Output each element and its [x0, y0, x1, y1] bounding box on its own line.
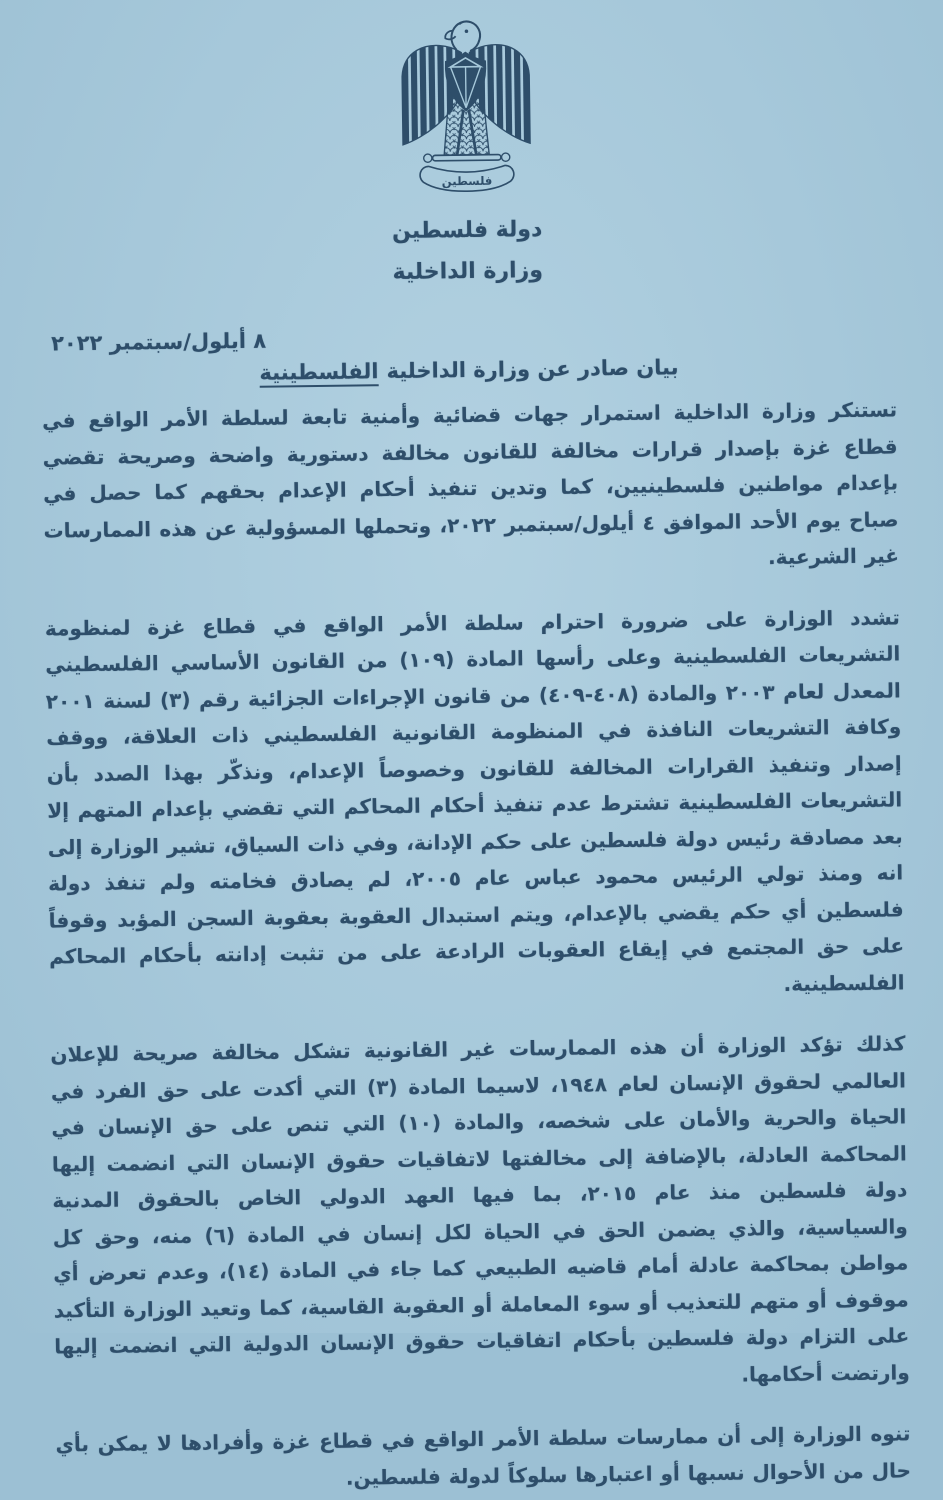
statement-date: ٨ أيلول/سبتمبر ٢٠٢٢ — [50, 328, 267, 356]
palestine-eagle-icon — [382, 9, 548, 197]
statement-title-underlined: الفلسطينية — [259, 359, 378, 388]
emblem-banner-text: فلسطين — [441, 173, 492, 189]
statement-title-prefix: بيان صادر عن وزارة الداخلية — [386, 355, 679, 384]
state-name: دولة فلسطين — [391, 217, 543, 245]
ministry-name: وزارة الداخلية — [392, 258, 544, 286]
national-emblem — [37, 4, 894, 201]
paragraph: كذلك تؤكد الوزارة أن هذه الممارسات غير القانونية تشكل مخالفة صريحة للإعلان العالمي لحقوق الإنسان لعام ١٩٤٨، لاسيما المادة (٣) التي أكدت على حق الفرد في الحياة والحرية والأمان على شخصه، والمادة (١٠) التي تنص على حق الإنسان في المحاكمة العادلة، بالإضافة إلى مخالفتها لاتفاقيات حقوق الإنسان التي انضمت إليها دولة فلسطين منذ عام ٢٠١٥، بما فيها العهد الدولي الخاص بالحقوق المدنية والسياسية، والذي يضمن الحق في الحياة لكل إنسان في المادة (٦) منه، وحق كل مواطن بمحاكمة عادلة أمام قاضيه الطبيعي كما جاء في المادة (١٤)، وعدم تعرض أي موقوف أو متهم للتعذيب أو سوء المعاملة أو العقوبة القاسية، كما وتعيد الوزارة التأكيد على التزام دولة فلسطين بأحكام اتفاقيات حقوق الإنسان الدولية التي انضمت إليها وارتضت أحكامها. — [50, 1031, 910, 1387]
statement-body — [42, 391, 911, 1499]
paragraph: تنوه الوزارة إلى أن ممارسات سلطة الأمر الواقع في قطاع غزة وأفرادها لا يمكن بأي حال من الأحوال نسبها أو اعتبارها سلوكاً لدولة فلسطين. — [55, 1421, 912, 1490]
paragraph: تشدد الوزارة على ضرورة احترام سلطة الأمر الواقع في قطاع غزة لمنظومة التشريعات الفلسطينية وعلى رأسها المادة (١٠٩) من القانون الأساسي الفلسطيني المعدل لعام ٢٠٠٣ والمادة (٤٠٨-٤٠٩) من قانون الإجراءات الجزائية رقم (٣) لسنة ٢٠٠١ وكافة التشريعات النافذة في المنظومة القانونية الفلسطيني ذات العلاقة، ووقف إصدار وتنفيذ القرارات المخالفة للقانون وخصوصاً الإعدام، ونذكّر بهذا الصدد بأن التشريعات الفلسطينية تشترط عدم تنفيذ أحكام المحاكم التي تقضي بإعدام المتهم إلا بعد مصادقة رئيس دولة فلسطين على حكم الإدانة، وفي ذات السياق، تشير الوزارة إلى انه ومنذ تولي الرئيس محمود عباس عام ٢٠٠٥، لم يصادق فخامته ولم تنفذ دولة فلسطين أي حكم يقضي بالإعدام، ويتم استبدال العقوبة بعقوبة السجن المؤبد وقوفاً على حق المجتمع في إيقاع العقوبات الرادعة على من تثبت إدانته بأحكام المحاكم الفلسطينية. — [44, 604, 905, 996]
statement-title — [41, 352, 896, 390]
paragraph: تستنكر وزارة الداخلية استمرار جهات قضائية وأمنية تابعة لسلطة الأمر الواقع في قطاع غزة بإصدار قرارات مخالفة للقانون مخالفة دستورية واضحة وصريحة تقضي بإعدام مواطنين فلسطينيين، كما وتدين تنفيذ أحكام الإعدام بحقهم كما حصل في صباح يوم الأحد الموافق ٤ أيلول/سبتمبر ٢٠٢٢، وتحملها المسؤولية عن هذه الممارسات غير الشرعية. — [41, 397, 900, 570]
